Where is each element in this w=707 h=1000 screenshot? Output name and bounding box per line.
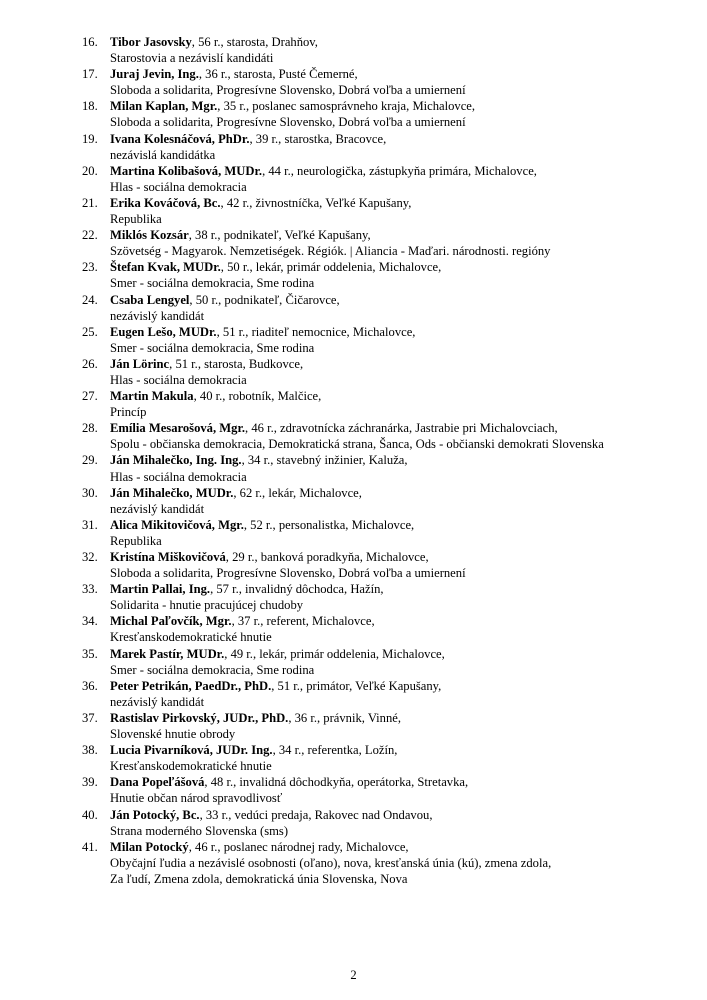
candidate-info-line xyxy=(110,195,630,211)
candidate-name: Štefan Kvak, MUDr. xyxy=(110,260,221,275)
candidate-details: , 34 r., stavebný inžinier, Kaluža, xyxy=(241,453,408,468)
candidate-number: 40. xyxy=(82,807,98,822)
candidate-number: 16. xyxy=(82,35,98,49)
candidate-body xyxy=(110,581,630,613)
candidate-entry xyxy=(82,742,630,774)
candidate-body xyxy=(110,710,630,742)
candidate-body xyxy=(110,678,630,710)
candidate-entry xyxy=(82,485,630,517)
candidate-entry xyxy=(82,388,630,420)
candidate-name: Marek Pastír, MUDr. xyxy=(110,646,225,661)
candidate-details: , 46 r., zdravotnícka záchranárka, Jastrabie pri Michalovciach, xyxy=(245,421,558,436)
candidate-number: 25. xyxy=(82,324,98,339)
candidate-party: nezávislý kandidát xyxy=(110,501,205,516)
candidate-details: , 49 r., lekár, primár oddelenia, Michalovce, xyxy=(224,646,445,661)
candidate-party: nezávislý kandidát xyxy=(110,308,205,323)
candidate-party: Hlas - sociálna demokracia xyxy=(110,179,247,194)
candidate-name: Peter Petrikán, PaedDr., PhD. xyxy=(110,678,272,693)
candidate-number: 29. xyxy=(82,453,98,468)
candidate-details: , 52 r., personalistka, Michalovce, xyxy=(243,517,415,532)
candidate-info-line xyxy=(110,452,630,468)
candidate-party: Hlas - sociálna demokracia xyxy=(110,469,247,484)
candidate-details: , 48 r., invalidná dôchodkyňa, operátorka, Stretavka, xyxy=(204,775,469,790)
candidate-details: , 50 r., podnikateľ, Čičarovce, xyxy=(189,292,340,307)
candidate-number: 38. xyxy=(82,743,98,758)
candidate-entry xyxy=(82,549,630,581)
candidate-number: 33. xyxy=(82,582,98,597)
candidate-entry xyxy=(82,613,630,645)
candidate-info-line xyxy=(110,388,630,404)
candidate-name: Ivana Kolesnáčová, PhDr. xyxy=(110,131,250,146)
candidate-details: , 36 r., právnik, Vinné, xyxy=(288,710,402,725)
candidate-details: , 56 r., starosta, Drahňov, xyxy=(191,35,318,49)
candidate-details: , 35 r., poslanec samosprávneho kraja, Michalovce, xyxy=(217,99,476,114)
candidate-info-line xyxy=(110,34,630,50)
candidate-info-line xyxy=(110,517,630,533)
candidate-info-line xyxy=(110,581,630,597)
candidate-entry xyxy=(82,227,630,259)
candidate-body xyxy=(110,807,630,839)
candidate-party: Hlas - sociálna demokracia xyxy=(110,372,247,387)
candidate-name: Eugen Lešo, MUDr. xyxy=(110,324,217,339)
candidate-details: , 36 r., starosta, Pusté Čemerné, xyxy=(198,67,358,82)
candidate-body xyxy=(110,98,630,130)
candidate-number: 27. xyxy=(82,389,98,404)
candidate-body xyxy=(110,420,630,452)
candidate-details: , 37 r., referent, Michalovce, xyxy=(231,614,375,629)
candidate-name: Ján Mihalečko, MUDr. xyxy=(110,485,234,500)
candidate-name: Martin Makula xyxy=(110,389,194,404)
candidate-party: Solidarita - hnutie pracujúcej chudoby xyxy=(110,598,304,613)
candidate-body xyxy=(110,839,630,887)
candidate-body xyxy=(110,195,630,227)
candidate-entry xyxy=(82,420,630,452)
candidate-name: Martin Pallai, Ing. xyxy=(110,582,211,597)
candidate-info-line xyxy=(110,259,630,275)
candidate-details: , 34 r., referentka, Ložín, xyxy=(272,743,398,758)
candidate-entry xyxy=(82,324,630,356)
candidate-party: Za ľudí, Zmena zdola, demokratická únia Slovenska, Nova xyxy=(110,871,408,886)
candidate-number: 18. xyxy=(82,99,98,114)
candidate-number: 23. xyxy=(82,260,98,275)
candidate-party: nezávislý kandidát xyxy=(110,694,205,709)
candidate-info-line xyxy=(110,710,630,726)
candidate-name: Emília Mesarošová, Mgr. xyxy=(110,421,246,436)
candidate-body xyxy=(110,292,630,324)
candidate-name: Lucia Pivarníková, JUDr. Ing. xyxy=(110,743,273,758)
candidate-name: Ján Mihalečko, Ing. Ing. xyxy=(110,453,242,468)
candidate-body xyxy=(110,34,630,66)
candidate-entry xyxy=(82,163,630,195)
candidate-name: Juraj Jevin, Ing. xyxy=(110,67,199,82)
candidate-entry xyxy=(82,807,630,839)
candidate-name: Ján Lörinc xyxy=(110,356,170,371)
candidate-info-line xyxy=(110,774,630,790)
candidate-body xyxy=(110,646,630,678)
candidate-name: Tibor Jasovsky xyxy=(110,35,192,49)
candidate-info-line xyxy=(110,646,630,662)
candidate-party: Kresťanskodemokratické hnutie xyxy=(110,759,272,774)
candidate-party: Obyčajní ľudia a nezávislé osobnosti (oľano), nova, kresťanská únia (kú), zmena zdola, xyxy=(110,855,552,870)
candidate-entry xyxy=(82,452,630,484)
candidate-details: , 51 r., primátor, Veľké Kapušany, xyxy=(271,678,442,693)
candidate-info-line xyxy=(110,549,630,565)
candidate-info-line xyxy=(110,839,630,855)
page-number: 2 xyxy=(350,968,357,982)
candidate-entry xyxy=(82,195,630,227)
candidate-details: , 44 r., neurologička, zástupkyňa primára, Michalovce, xyxy=(262,163,537,178)
candidate-info-line xyxy=(110,292,630,308)
candidate-details: , 29 r., banková poradkyňa, Michalovce, xyxy=(225,550,429,564)
candidate-number: 26. xyxy=(82,356,98,371)
candidate-party: Sloboda a solidarita, Progresívne Slovensko, Dobrá voľba a umiernení xyxy=(110,566,466,581)
candidate-body xyxy=(110,485,630,517)
candidate-body xyxy=(110,452,630,484)
candidate-entry xyxy=(82,356,630,388)
candidate-entry xyxy=(82,98,630,130)
candidate-name: Michal Paľovčík, Mgr. xyxy=(110,614,232,629)
candidate-details: , 38 r., podnikateľ, Veľké Kapušany, xyxy=(188,228,371,243)
candidate-party: Spolu - občianska demokracia, Demokratická strana, Šanca, Ods - občianski demokrati Slovenska xyxy=(110,437,604,452)
candidate-info-line xyxy=(110,742,630,758)
candidate-number: 21. xyxy=(82,195,98,210)
candidate-party: Szövetség - Magyarok. Nemzetiségek. Régiók. | Aliancia - Maďari. národnosti. regióny xyxy=(110,244,551,259)
candidate-body xyxy=(110,131,630,163)
candidate-name: Csaba Lengyel xyxy=(110,292,190,307)
candidate-body xyxy=(110,324,630,356)
candidate-number: 20. xyxy=(82,163,98,178)
candidate-body xyxy=(110,549,630,581)
candidate-entry xyxy=(82,581,630,613)
candidate-body xyxy=(110,259,630,291)
candidate-body xyxy=(110,742,630,774)
candidate-entry xyxy=(82,646,630,678)
candidate-party: Hnutie občan národ spravodlivosť xyxy=(110,791,283,806)
candidate-number: 28. xyxy=(82,421,98,436)
candidate-number: 30. xyxy=(82,485,98,500)
candidate-details: , 50 r., lekár, primár oddelenia, Michalovce, xyxy=(220,260,442,275)
candidate-info-line xyxy=(110,613,630,629)
candidate-details: , 39 r., starostka, Bracovce, xyxy=(249,131,387,146)
candidate-party: Starostovia a nezávislí kandidáti xyxy=(110,51,274,66)
candidate-party: Kresťanskodemokratické hnutie xyxy=(110,630,272,645)
candidate-party: nezávislá kandidátka xyxy=(110,147,216,162)
candidate-party: Strana moderného Slovenska (sms) xyxy=(110,823,289,838)
candidate-number: 34. xyxy=(82,614,98,629)
candidate-number: 32. xyxy=(82,550,98,564)
candidate-party: Sloboda a solidarita, Progresívne Slovensko, Dobrá voľba a umiernení xyxy=(110,115,466,130)
candidate-info-line xyxy=(110,356,630,372)
candidate-number: 31. xyxy=(82,517,98,532)
candidate-name: Milan Kaplan, Mgr. xyxy=(110,99,218,114)
candidate-party: Smer - sociálna demokracia, Sme rodina xyxy=(110,662,315,677)
candidate-number: 36. xyxy=(82,678,98,693)
candidate-details: , 57 r., invalidný dôchodca, Hažín, xyxy=(210,582,384,597)
candidate-entry xyxy=(82,517,630,549)
candidate-details: , 51 r., starosta, Budkovce, xyxy=(169,356,304,371)
candidate-entry xyxy=(82,292,630,324)
candidate-info-line xyxy=(110,98,630,114)
candidate-party: Slovenské hnutie obrody xyxy=(110,727,236,742)
candidate-name: Dana Popeľášová xyxy=(110,775,205,790)
candidate-details: , 40 r., robotník, Malčice, xyxy=(193,389,322,404)
candidate-info-line xyxy=(110,807,630,823)
candidate-number: 19. xyxy=(82,131,98,146)
candidate-name: Milan Potocký xyxy=(110,839,189,854)
candidate-info-line xyxy=(110,227,630,243)
candidate-name: Martina Kolibašová, MUDr. xyxy=(110,163,263,178)
candidate-details: , 51 r., riaditeľ nemocnice, Michalovce, xyxy=(216,324,416,339)
candidate-details: , 62 r., lekár, Michalovce, xyxy=(233,485,362,500)
candidate-body xyxy=(110,774,630,806)
candidate-entry xyxy=(82,66,630,98)
candidate-info-line xyxy=(110,131,630,147)
candidate-number: 24. xyxy=(82,292,98,307)
candidate-party: Smer - sociálna demokracia, Sme rodina xyxy=(110,340,315,355)
candidate-entry xyxy=(82,710,630,742)
candidate-name: Alica Mikitovičová, Mgr. xyxy=(110,517,244,532)
candidate-number: 17. xyxy=(82,67,98,82)
candidate-name: Ján Potocký, Bc. xyxy=(110,807,200,822)
candidate-info-line xyxy=(110,163,630,179)
candidate-party: Republika xyxy=(110,533,162,548)
candidate-number: 39. xyxy=(82,775,98,790)
candidate-details: , 33 r., vedúci predaja, Rakovec nad Ondavou, xyxy=(199,807,433,822)
candidate-name: Miklós Kozsár xyxy=(110,228,189,243)
candidate-name: Rastislav Pirkovský, JUDr., PhD. xyxy=(110,710,289,725)
candidate-party: Princíp xyxy=(110,405,147,420)
candidate-name: Kristína Miškovičová xyxy=(110,550,226,564)
candidate-number: 22. xyxy=(82,228,98,243)
candidate-number: 41. xyxy=(82,839,98,854)
candidate-entry xyxy=(82,839,630,887)
candidate-details: , 42 r., živnostníčka, Veľké Kapušany, xyxy=(220,195,412,210)
candidate-list xyxy=(82,34,630,887)
candidate-name: Erika Kováčová, Bc. xyxy=(110,195,221,210)
candidate-body xyxy=(110,613,630,645)
candidate-info-line xyxy=(110,678,630,694)
candidate-body xyxy=(110,227,630,259)
candidate-body xyxy=(110,66,630,98)
candidate-info-line xyxy=(110,420,630,436)
candidate-party: Republika xyxy=(110,212,162,227)
candidate-number: 37. xyxy=(82,710,98,725)
candidate-party: Smer - sociálna demokracia, Sme rodina xyxy=(110,276,315,291)
candidate-body xyxy=(110,388,630,420)
candidate-entry xyxy=(82,678,630,710)
candidate-entry xyxy=(82,774,630,806)
candidate-entry xyxy=(82,34,630,66)
candidate-entry xyxy=(82,259,630,291)
candidate-info-line xyxy=(110,324,630,340)
candidate-info-line xyxy=(110,485,630,501)
candidate-details: , 46 r., poslanec národnej rady, Michalovce, xyxy=(188,839,409,854)
candidate-number: 35. xyxy=(82,646,98,661)
candidate-entry xyxy=(82,131,630,163)
candidate-info-line xyxy=(110,66,630,82)
candidate-body xyxy=(110,356,630,388)
candidate-body xyxy=(110,163,630,195)
candidate-party: Sloboda a solidarita, Progresívne Slovensko, Dobrá voľba a umiernení xyxy=(110,83,466,98)
candidate-body xyxy=(110,517,630,549)
